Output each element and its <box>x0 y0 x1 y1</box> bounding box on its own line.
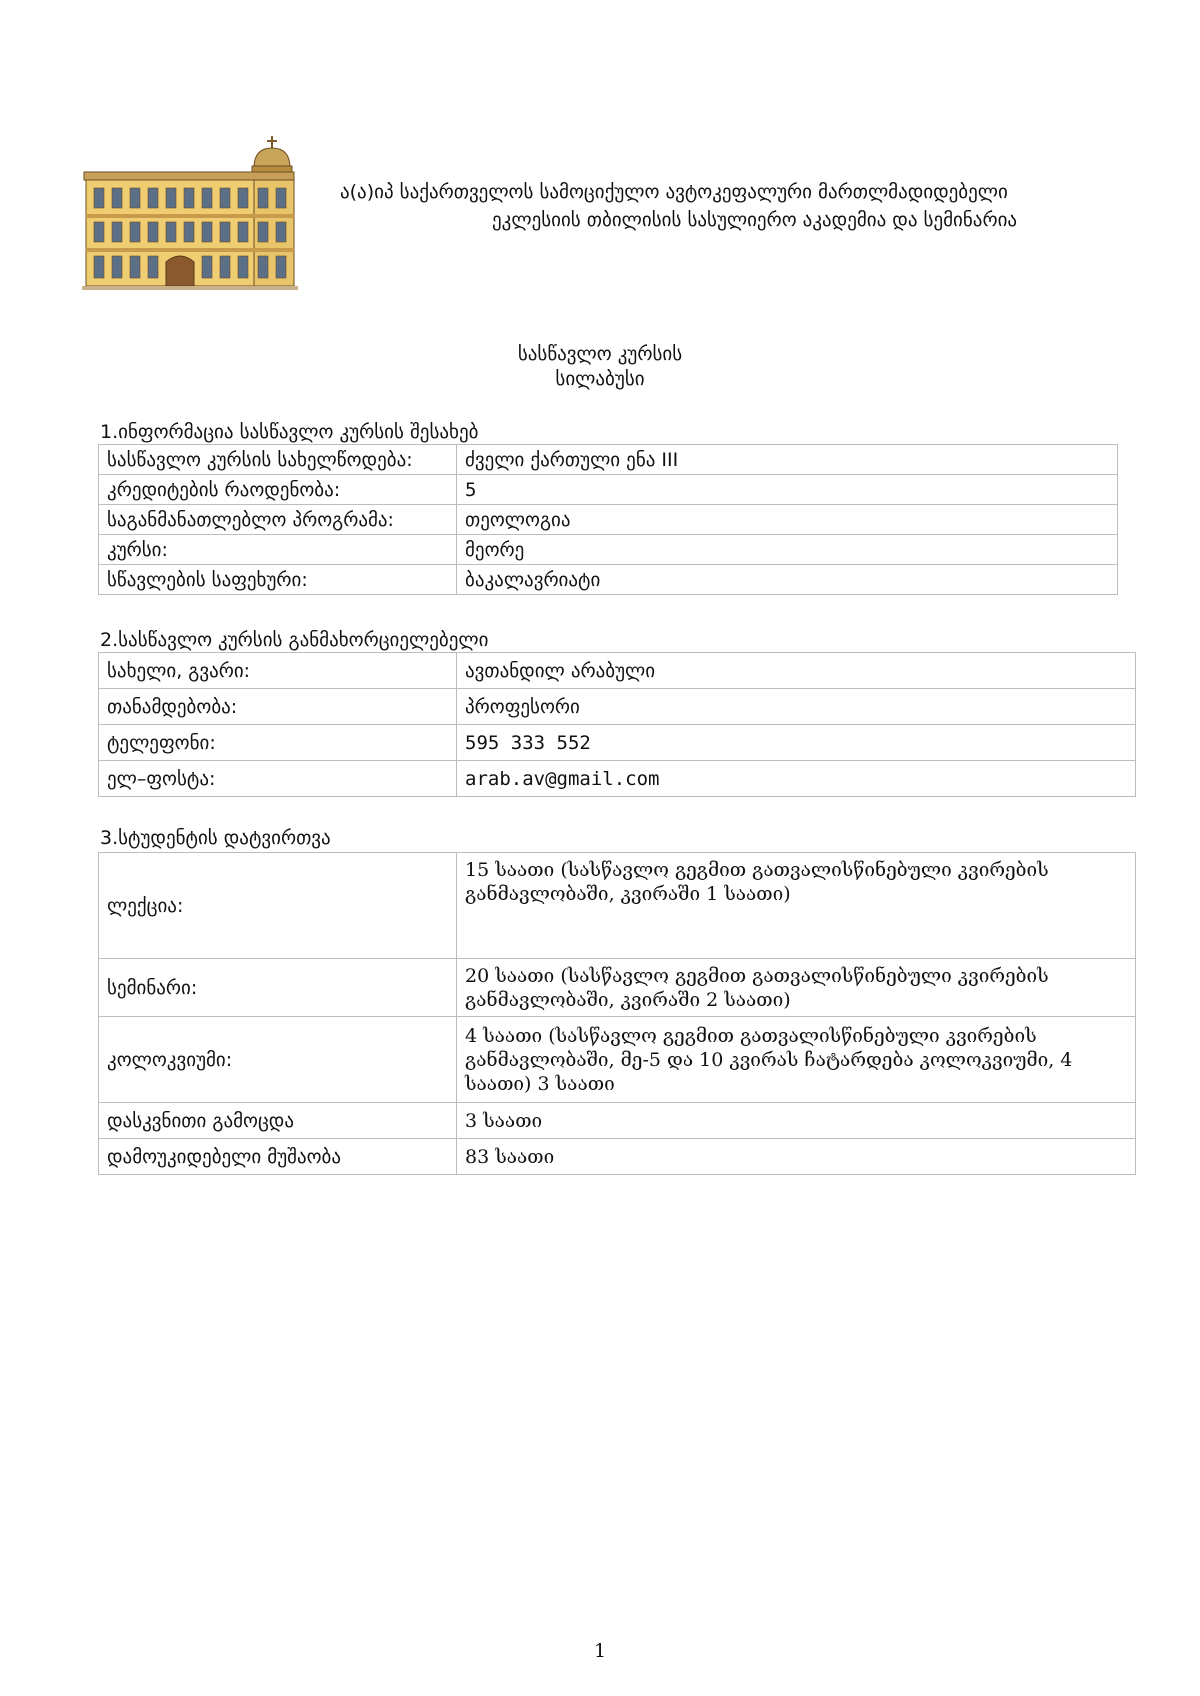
table-cell-label: ტელეფონი: <box>99 725 457 761</box>
table-cell-value: 5 <box>457 475 1118 505</box>
document-title <box>0 342 1200 392</box>
table-row <box>99 1017 1136 1103</box>
page-number: 1 <box>593 1640 607 1662</box>
table-cell-label: კოლოკვიუმი: <box>99 1017 457 1103</box>
table-cell-label: საგანმანათლებლო პროგრამა: <box>99 505 457 535</box>
table-row <box>99 853 1136 959</box>
table-cell-label: დასკვნითი გამოცდა <box>99 1103 457 1139</box>
document-title-line-2: სილაბუსი <box>555 368 645 390</box>
table-row <box>99 565 1118 595</box>
table-cell-label: სემინარი: <box>99 959 457 1017</box>
table-cell-value: მეორე <box>457 535 1118 565</box>
table-cell-value: 3 საათი <box>457 1103 1136 1139</box>
table-row <box>99 725 1136 761</box>
table-cell-value: ბაკალავრიატი <box>457 565 1118 595</box>
table-row <box>99 445 1118 475</box>
table-row <box>99 959 1136 1017</box>
instructor-table <box>98 652 1136 797</box>
table-cell-label: დამოუკიდებელი მუშაობა <box>99 1139 457 1175</box>
table-cell-label: ლექცია: <box>99 853 457 959</box>
table-cell-label: კრედიტების რაოდენობა: <box>99 475 457 505</box>
section-3-heading: 3.სტუდენტის დატვირთვა <box>100 827 331 849</box>
table-row <box>99 689 1136 725</box>
table-cell-label: თანამდებობა: <box>99 689 457 725</box>
table-cell-value: 83 საათი <box>457 1139 1136 1175</box>
table-row <box>99 535 1118 565</box>
table-cell-label: სასწავლო კურსის სახელწოდება: <box>99 445 457 475</box>
phone-value: 595 333 552 <box>457 725 1136 761</box>
email-value: arab.av@gmail.com <box>457 761 1136 797</box>
table-row <box>99 475 1118 505</box>
institution-line-2: ეკლესიის თბილისის სასულიერო აკადემია და სემინარია <box>492 209 1018 231</box>
table-row <box>99 653 1136 689</box>
document-title-line-1: სასწავლო კურსის <box>517 343 683 365</box>
table-cell-value: 20 საათი (სასწავლო გეგმით გათვალისწინებული კვირების განმავლობაში, კვირაში 2 საათი) <box>457 959 1136 1017</box>
table-cell-label: სწავლების საფეხური: <box>99 565 457 595</box>
table-row <box>99 1139 1136 1175</box>
table-cell-label: ელ–ფოსტა: <box>99 761 457 797</box>
table-cell-value: 4 საათი (სასწავლო გეგმით გათვალისწინებული კვირების განმავლობაში, მე-5 და 10 კვირას ჩატარდება კოლოკვიუმი, 4 საათი) 3 საათი <box>457 1017 1136 1103</box>
student-workload-table <box>98 852 1136 1175</box>
table-cell-value: პროფესორი <box>457 689 1136 725</box>
institution-name <box>320 178 1080 234</box>
course-info-table <box>98 444 1118 595</box>
institution-line-1: ა(ა)იპ საქართველოს სამოციქულო ავტოკეფალური მართლმადიდებელი <box>340 181 1008 203</box>
table-row <box>99 761 1136 797</box>
table-cell-value: ძველი ქართული ენა III <box>457 445 1118 475</box>
table-cell-label: სახელი, გვარი: <box>99 653 457 689</box>
section-1-heading: 1.ინფორმაცია სასწავლო კურსის შესახებ <box>100 421 479 443</box>
table-cell-value: თეოლოგია <box>457 505 1118 535</box>
table-row <box>99 1103 1136 1139</box>
table-cell-value: 15 საათი (სასწავლო გეგმით გათვალისწინებული კვირების განმავლობაში, კვირაში 1 საათი) <box>457 853 1136 959</box>
table-row <box>99 505 1118 535</box>
section-2-heading: 2.სასწავლო კურსის განმახორციელებელი <box>100 629 489 651</box>
table-cell-label: კურსი: <box>99 535 457 565</box>
academy-building-logo <box>82 134 308 294</box>
table-cell-value: ავთანდილ არაბული <box>457 653 1136 689</box>
